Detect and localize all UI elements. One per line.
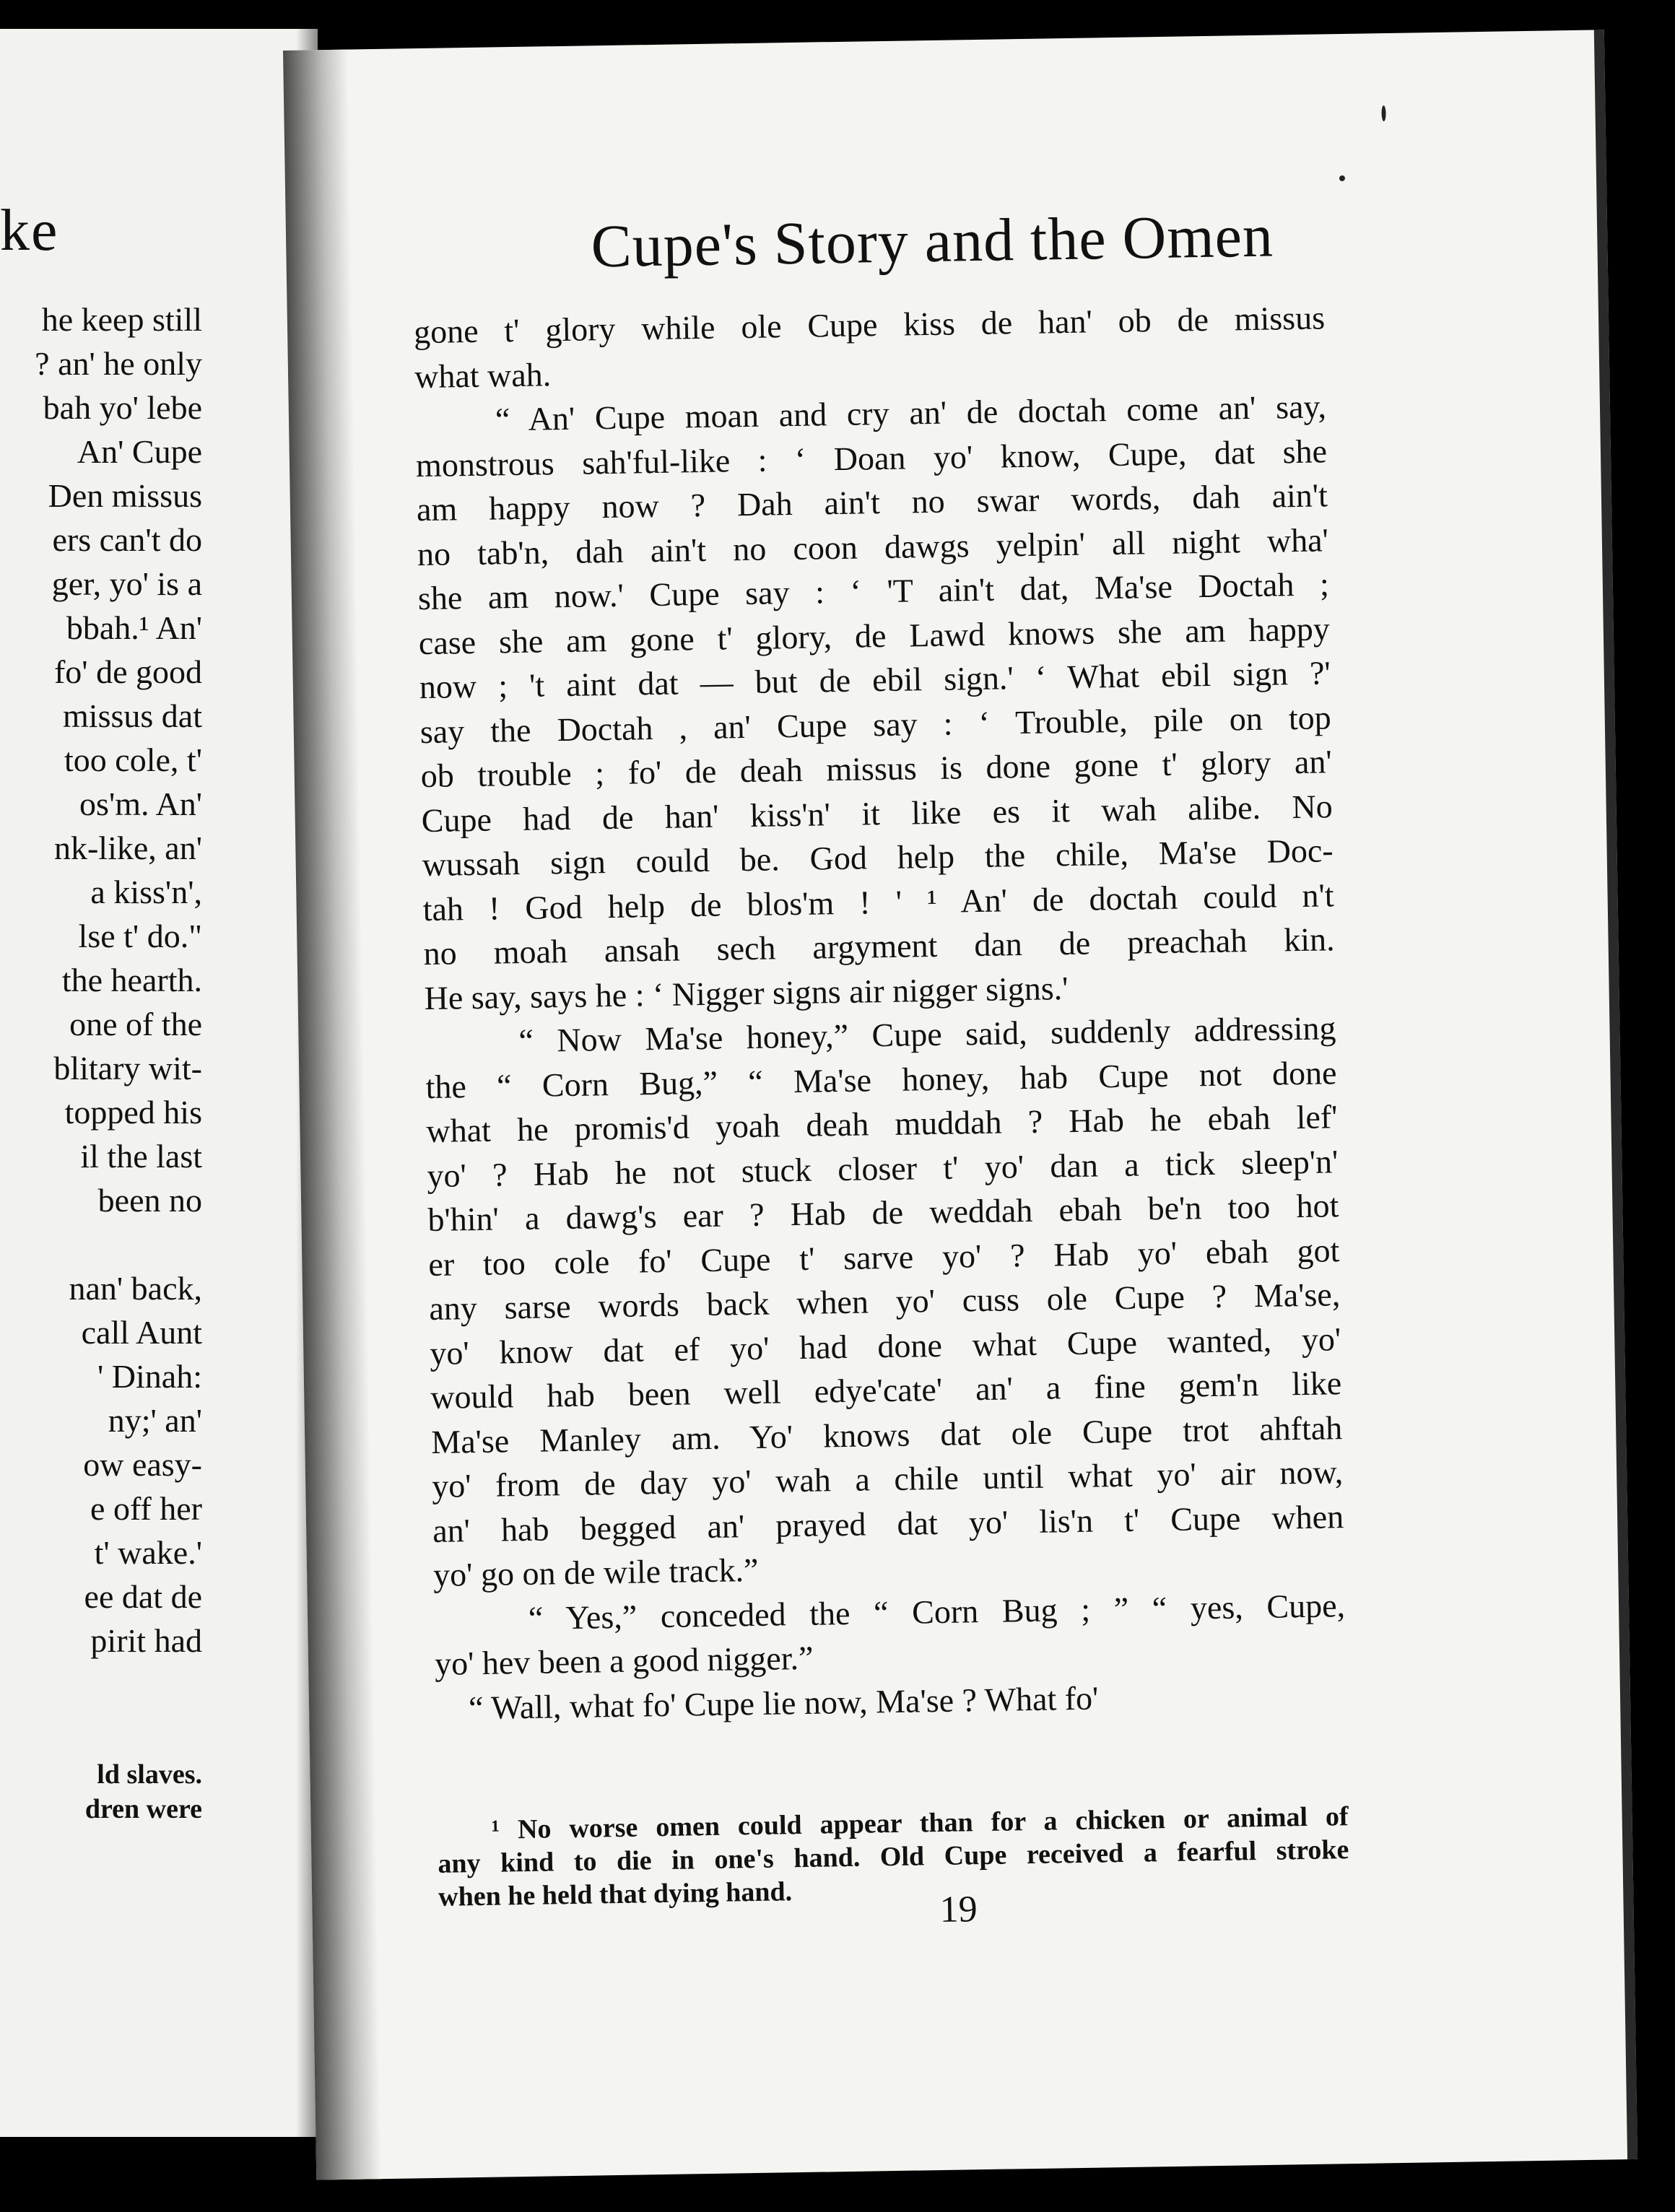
left-page-line: ' Dinah: (97, 1358, 202, 1395)
left-page-line: been no (97, 1182, 202, 1219)
left-page-line: fo' de good (53, 653, 202, 690)
text-line: gone t' glory while ole Cupe kiss de han' ob de missus (413, 299, 1326, 351)
text-line: monstrous sah'ful-like : ‘ Doan yo' know, Cupe, dat she (415, 432, 1328, 484)
footnote-line: when he held that dying hand. (438, 1876, 793, 1912)
text-line: wussah sign could be. God help the chile, Ma'se Doc- (422, 832, 1334, 884)
text-line: “ Now Ma'se honey,” Cupe said, suddenly addressing (425, 1009, 1336, 1061)
left-page-line: too cole, t' (64, 741, 202, 778)
text-line: “ Yes,” conceded the “ Corn Bug ; ” “ yes, Cupe, (433, 1586, 1346, 1638)
text-line: “ An' Cupe moan and cry an' de doctah come an' say, (414, 388, 1327, 440)
text-line: am happy now ? Dah ain't no swar words, dah ain't (416, 476, 1328, 528)
text-line: the “ Corn Bug,” “ Ma'se honey, hab Cupe not done (425, 1053, 1337, 1105)
text-line: yo' know dat ef yo' had done what Cupe wanted, yo' (429, 1320, 1341, 1372)
left-page-line: bah yo' lebe (43, 389, 202, 426)
page-number: 19 (939, 1889, 978, 1931)
page-title: Cupe's Story and the Omen (590, 202, 1274, 281)
left-page-line: os'm. An' (79, 785, 202, 822)
text-line: no tab'n, dah ain't no coon dawgs yelpin' all night wha' (417, 521, 1329, 572)
left-page (0, 29, 318, 2137)
left-page-line: ? an' he only (35, 345, 202, 382)
text-line: Ma'se Manley am. Yo' knows dat ole Cupe trot ahftah (430, 1408, 1343, 1460)
left-page-line: missus dat (63, 697, 202, 734)
left-page-line: ny;' an' (108, 1402, 202, 1439)
scan-speck (1381, 105, 1385, 121)
left-page-note-line: dren were (84, 1794, 202, 1824)
left-page-line: call Aunt (81, 1314, 202, 1351)
left-page-line: ger, yo' is a (51, 565, 202, 602)
text-line: would hab been well edye'cate' an' a fine gem'n like (430, 1364, 1342, 1416)
left-page-footnote (85, 1757, 202, 1826)
left-page-line: pirit had (90, 1622, 202, 1659)
scan-speck (1339, 175, 1345, 181)
body-text (414, 295, 1347, 1730)
left-page-line: nk-like, an' (53, 830, 202, 866)
left-page-heading: ke (0, 197, 59, 263)
text-line: tah ! God help de blos'm ! ' ¹ An' de doctah could n't (422, 876, 1334, 928)
text-line: yo' hev been a good nigger.” (434, 1639, 814, 1682)
text-line: what he promis'd yoah deah muddah ? Hab he ebah lef' (426, 1098, 1338, 1150)
left-page-line: nan' back, (69, 1270, 202, 1307)
text-line: er too cole fo' Cupe t' sarve yo' ? Hab yo' ebah got (428, 1231, 1340, 1283)
footnote-line: ¹ No worse omen could appear than for a chicken or animal of (437, 1801, 1349, 1846)
text-line: now ; 't aint dat — but de ebil sign.' ‘ What ebil sign ?' (419, 654, 1331, 706)
text-line: she am now.' Cupe say : ‘ 'T ain't dat, Ma'se Doctah ; (417, 565, 1330, 617)
left-page-text (35, 297, 202, 1663)
left-page-line: ee dat de (84, 1578, 202, 1615)
footnote-line: any kind to die in one's hand. Old Cupe received a fearful stroke (438, 1834, 1349, 1879)
left-page-line: the hearth. (61, 962, 202, 998)
text-line: say the Doctah , an' Cupe say : ‘ Trouble, pile on top (419, 698, 1332, 750)
text-line: ob trouble ; fo' de deah missus is done gone t' glory an' (420, 743, 1333, 795)
text-line: yo' from de day yo' wah a chile until what yo' air now, (431, 1453, 1344, 1505)
text-line: no moah ansah sech argyment dan de preachah kin. (423, 920, 1335, 972)
text-line: yo' go on de wile track.” (432, 1551, 759, 1593)
left-page-line: An' Cupe (77, 433, 202, 470)
left-page-line: Den missus (48, 477, 202, 514)
left-page-line: one of the (69, 1006, 202, 1042)
text-line: case she am gone t' glory, de Lawd knows she am happy (418, 609, 1331, 661)
text-line: what wah. (414, 355, 552, 395)
left-page-line: e off her (90, 1490, 202, 1527)
text-line: He say, says he : ‘ Nigger signs air nigger signs.' (424, 969, 1069, 1016)
right-page (283, 30, 1637, 2180)
left-page-line (35, 1222, 202, 1266)
left-page-line: lse t' do." (78, 918, 202, 954)
left-page-line: blitary wit- (53, 1050, 202, 1087)
left-page-line: t' wake.' (94, 1534, 202, 1571)
left-page-line: bbah.¹ An' (66, 609, 202, 646)
text-line: b'hin' a dawg's ear ? Hab de weddah ebah be'n too hot (427, 1187, 1339, 1239)
text-line: an' hab begged an' prayed dat yo' lis'n t' Cupe when (432, 1497, 1344, 1549)
text-line: Cupe had de han' kiss'n' it like es it wah alibe. No (421, 787, 1334, 839)
left-page-line: topped his (64, 1094, 202, 1131)
left-page-line: il the last (80, 1138, 202, 1175)
left-page-line: ers can't do (52, 521, 202, 558)
left-page-note-line: ld slaves. (97, 1759, 202, 1790)
left-page-line: he keep still (41, 301, 202, 338)
text-line: any sarse words back when yo' cuss ole Cupe ? Ma'se, (428, 1276, 1341, 1328)
left-page-line: a kiss'n', (90, 874, 202, 910)
text-line: “ Wall, what fo' Cupe lie now, Ma'se ? What fo' (435, 1679, 1099, 1727)
text-line: yo' ? Hab he not stuck closer t' yo' dan a tick sleep'n' (427, 1142, 1339, 1194)
left-page-line: ow easy- (83, 1446, 202, 1483)
